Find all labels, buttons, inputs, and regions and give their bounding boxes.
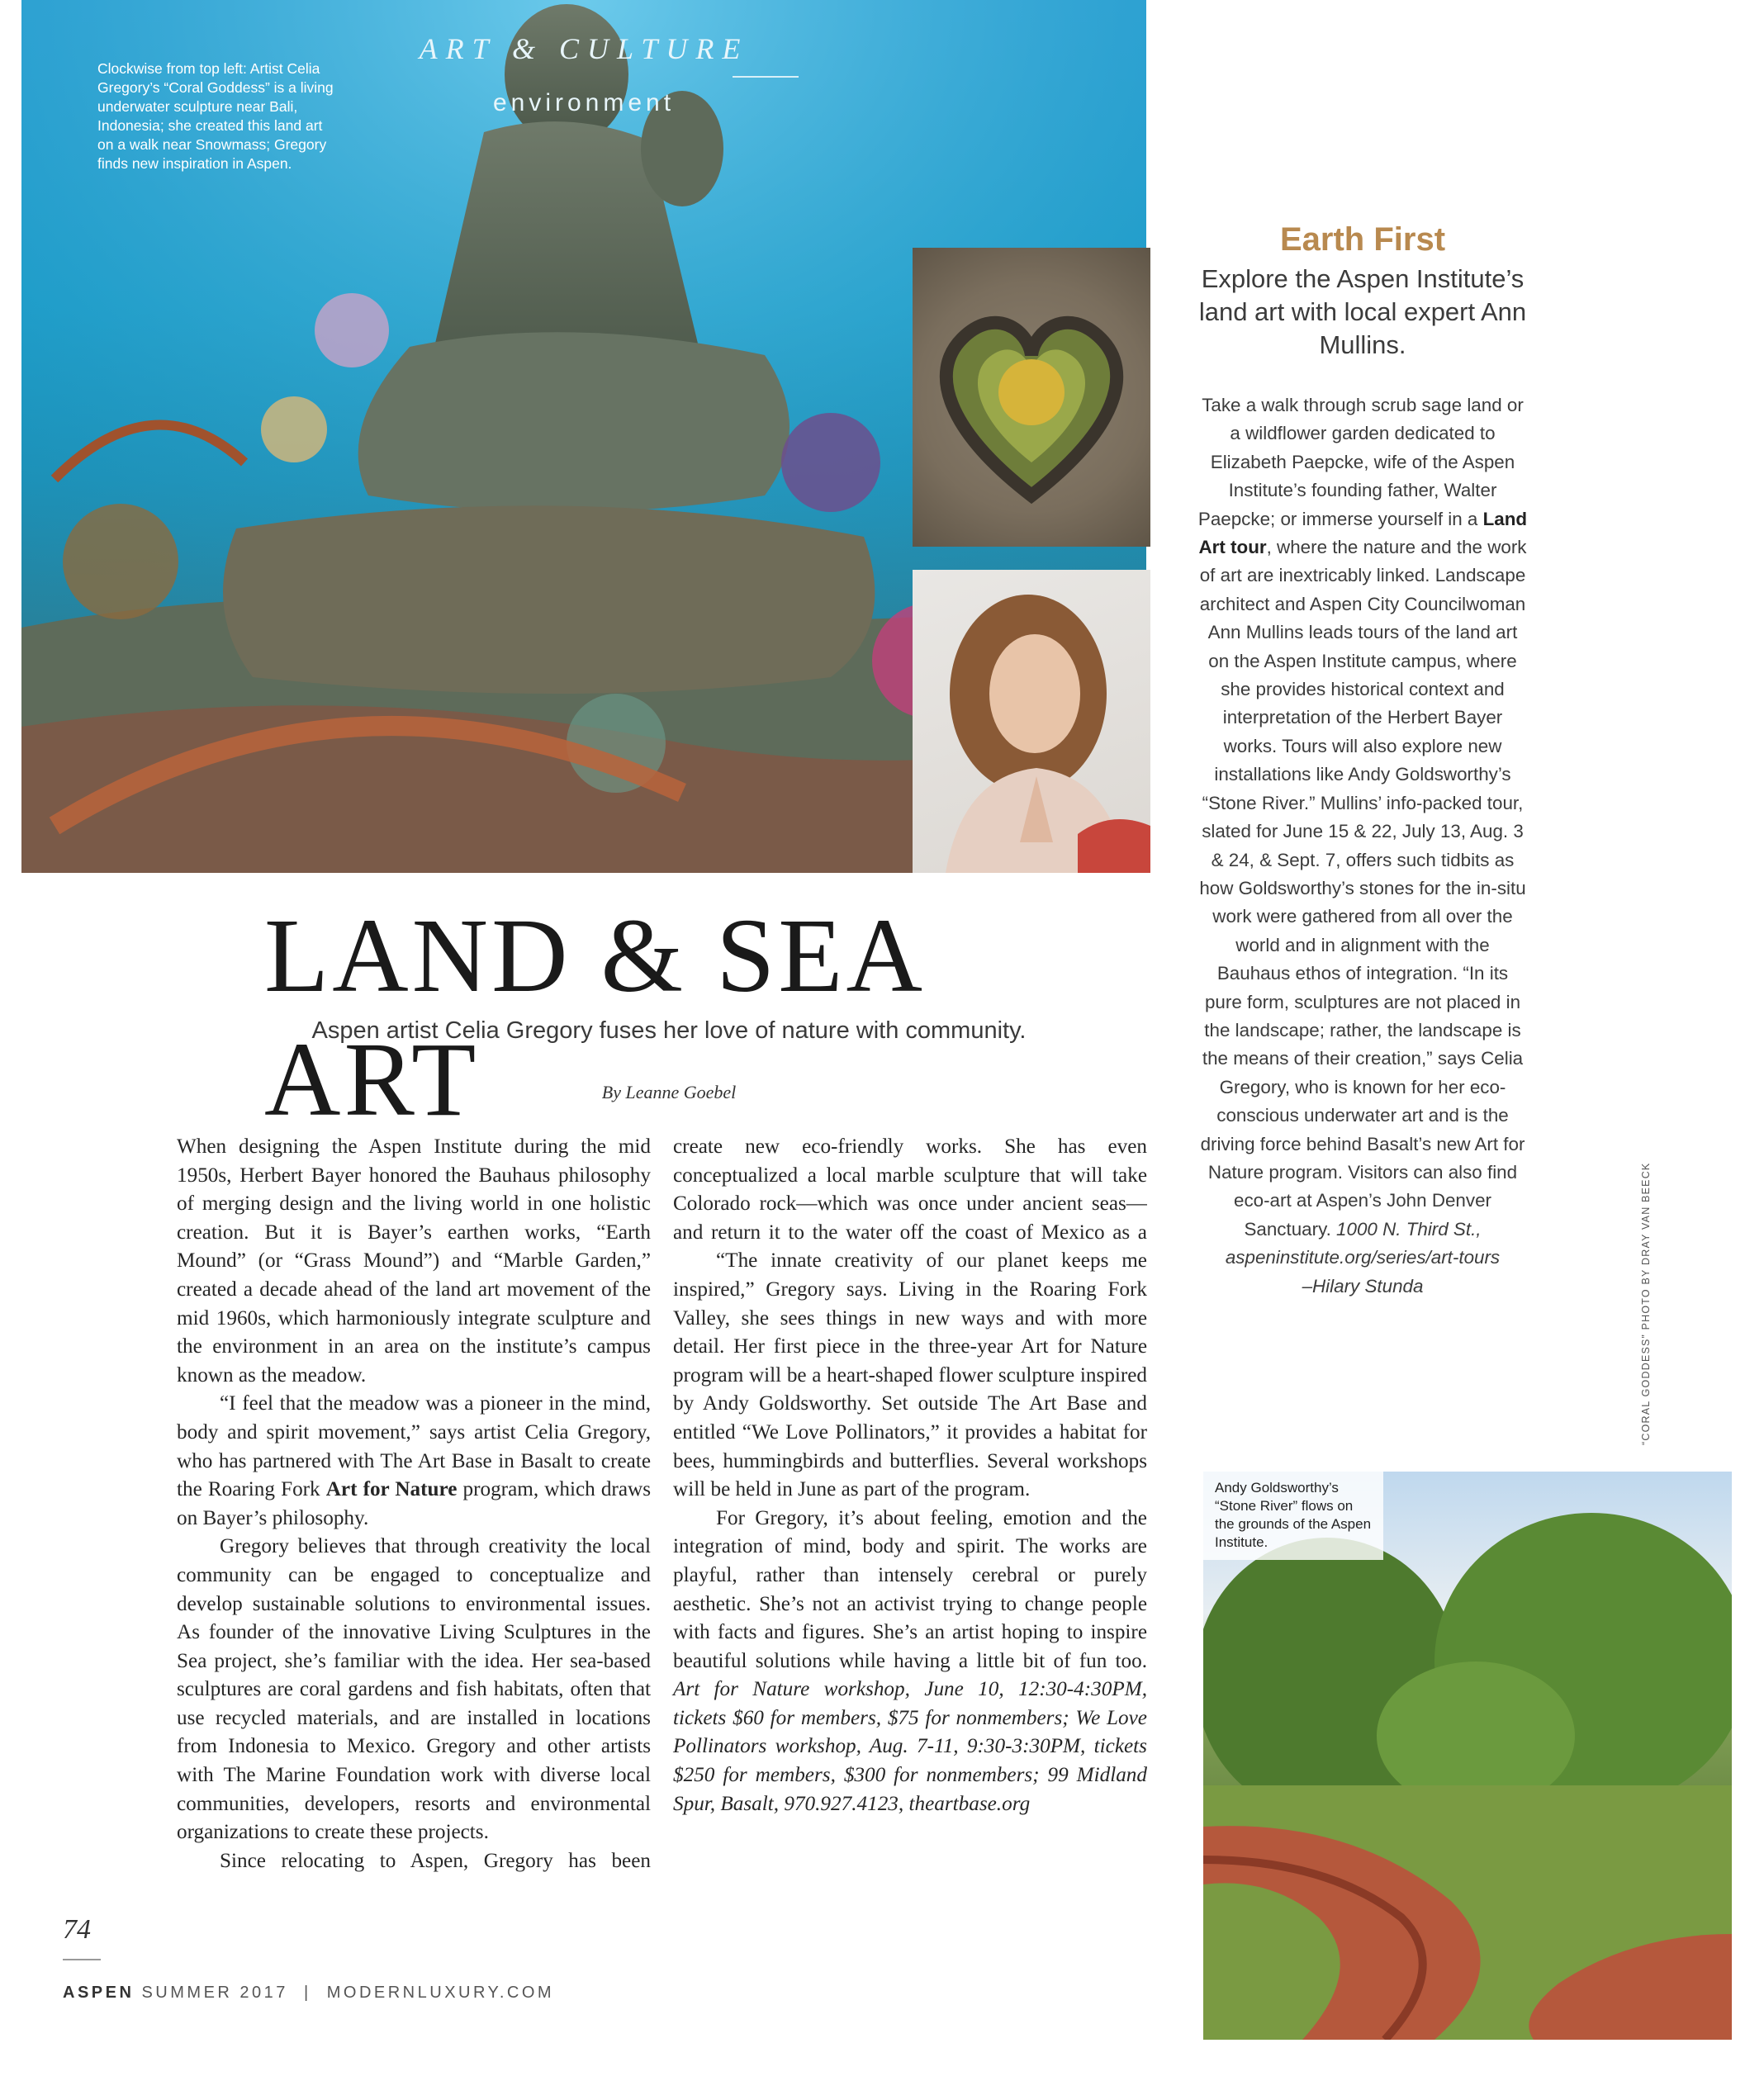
article-paragraph: For Gregory, it’s about feeling, emotion and the integration of mind, body and spirit. The works are playful, rather than intensely cerebral or purely aesthetic. She’s not an activist trying to change people with facts and figures. She’s an artist hoping to inspire beautiful solutions while having a little bit of fun too. Art for Nature workshop, June 10, 12:30-4:30PM, tickets $60 for members, $75 for nonmembers; We Love Pollinators workshop, Aug. 7-11, 9:30-3:30PM, tickets $250 for members, $300 for nonmembers; 99 Midland Spur, Basalt, 970.927.4123, theartbase.org — [673, 1506, 1147, 1815]
sidebar-body: Take a walk through scrub sage land or a wildflower garden dedicated to Elizabeth Paepcke, wife of the Aspen Institute’s founding father, Walter Paepcke; or immerse yourself in a Land Art tour, where the nature and the work of art are inextricably linked. Landscape architect and Aspen City Councilwoman Ann Mullins leads tours of the land art on the Aspen Institute campus, where she provides historical context and interpretation of the Herbert Bayer works. Tours will also explore new installations like Andy Goldsworthy’s “Stone River.” Mullins’ info-packed tour, slated for June 15 & 22, July 13, Aug. 3 & 24, & Sept. 7, offers such tidbits as how Goldsworthy’s stones for the in-situ work were gathered from all over the world and in alignment with the Bauhaus ethos of integration. “In its pure form, sculptures are not placed in the landscape; rather, the landscape is the means of their creation,” says Celia Gregory, who is known for her eco-conscious underwater art and is the driving force behind Basalt’s new Art for Nature program. Visitors can also find eco-art at Aspen’s John Denver Sanctuary. 1000 N. Third St., aspeninstitute.org/series/art-tours –Hilary Stunda — [1197, 395, 1528, 1296]
sidebar-author: –Hilary Stunda — [1302, 1275, 1424, 1296]
portrait-illustration — [913, 570, 1150, 873]
article-paragraph: “I feel that the meadow was a pioneer in the mind, body and spirit movement,” says artist Celia Gregory, who has partnered with The Art Base in Basalt to create the Roaring Fork Art for Nature program, which draws on Bayer’s philosophy. — [177, 1392, 651, 1529]
article-paragraph: Gregory believes that through creativity the local community can be engaged to conceptualize and develop sustainable solutions to environmental issues. As founder of the innovative Living Sculptures in the Sea project, she’s familiar with the idea. Her sea-based sculptures are coral gardens and fish habitats, often that use recycled materials, and are installed in locations from Indonesia to Mexico. Gregory and other artists with The Marine Foundation work with diverse local communities, developers, resorts and environmental organizations to create these projects. — [177, 1535, 651, 1844]
continued-text: create new eco-friendly works. She has even conceptualized a local marble sculpture that will take Colorado rock—which was once under ancient seas—and return it to the water off the coast of Mexico as a — [673, 1135, 1147, 1244]
celia-gregory-portrait — [913, 570, 1150, 873]
magazine-name: ASPEN — [63, 1984, 135, 2002]
folio — [63, 1984, 554, 2003]
heart-land-art-photo — [913, 248, 1150, 547]
art-for-nature-bold: Art for Nature — [325, 1478, 458, 1501]
article-column-left — [177, 1133, 651, 1875]
page-number-rule — [63, 1959, 101, 1960]
land-art-tour-bold: Land Art tour — [1198, 508, 1528, 558]
folio-separator: | — [303, 1984, 311, 2002]
article-paragraph: “The innate creativity of our planet keeps me inspired,” Gregory says. Living in the Roaring Fork Valley, she sees things in new ways and with more detail. Her first piece in the three-year Art for Nature program will be a heart-shaped flower sculpture inspired by Andy Goldsworthy. Set outside The Art Base and entitled “We Love Pollinators,” it provides a habitat for bees, hummingbirds and butterflies. Several workshops will be held in June as part of the program. — [673, 1249, 1147, 1501]
photo-caption: Clockwise from top left: Artist Celia Gregory’s “Coral Goddess” is a living underwater sculpture near Bali, Indonesia; she created this land art on a walk near Snowmass; Gregory finds new inspiration in Aspen. — [97, 60, 334, 172]
sidebar-title: Earth First — [1279, 221, 1446, 258]
subsection-title: environment — [492, 89, 676, 116]
sidebar-address: 1000 N. Third St., aspeninstitute.org/series/art-tours — [1225, 1218, 1501, 1268]
page-number: 74 — [63, 1914, 91, 1945]
website-url: MODERNLUXURY.COM — [326, 1984, 555, 2002]
article-paragraph: Since relocating to Aspen, Gregory has been — [220, 1849, 651, 1872]
stone-river-caption: Andy Goldsworthy’s “Stone River” flows on the grounds of the Aspen Institute. — [1203, 1472, 1383, 1560]
issue-date: SUMMER 2017 — [141, 1984, 288, 2002]
sidebar-intro: Explore the Aspen Institute’s land art with local expert Ann Mullins. — [1198, 264, 1527, 359]
heart-stone-illustration — [913, 248, 1150, 547]
article-paragraph-continued — [673, 1133, 1147, 1247]
event-info: Art for Nature workshop, June 10, 12:30-4:30PM, tickets $60 for members, $75 for nonmembers; We Love Pollinators workshop, Aug. 7-11, 9:30-3:30PM, tickets $250 for members, $300 for nonmembers; 99 Midland Spur, Basalt, 970.927.4123, theartbase.org — [673, 1678, 1147, 1815]
photo-credit: “CORAL GODDESS” PHOTO BY DRAY VAN BEECK — [1640, 1162, 1652, 1445]
article-byline: By Leanne Goebel — [601, 1082, 737, 1102]
section-divider — [733, 76, 799, 78]
article-column-middle — [673, 1133, 1147, 1818]
article-dek: Aspen artist Celia Gregory fuses her love of nature with community. — [311, 1017, 1027, 1044]
section-title: ART & CULTURE — [419, 32, 749, 65]
article-headline: LAND & SEA ART — [264, 897, 920, 1138]
article-paragraph: When designing the Aspen Institute during the mid 1950s, Herbert Bayer honored the Bauhaus philosophy of merging design and the living world in one holistic creation. But it is Bayer’s earthen works, “Earth Mound” (or “Grass Mound”) and “Marble Garden,” created a decade ahead of the land art movement of the mid 1960s, which harmoniously integrate sculpture and the environment in an area on the institute’s campus known as the meadow. — [177, 1135, 651, 1387]
